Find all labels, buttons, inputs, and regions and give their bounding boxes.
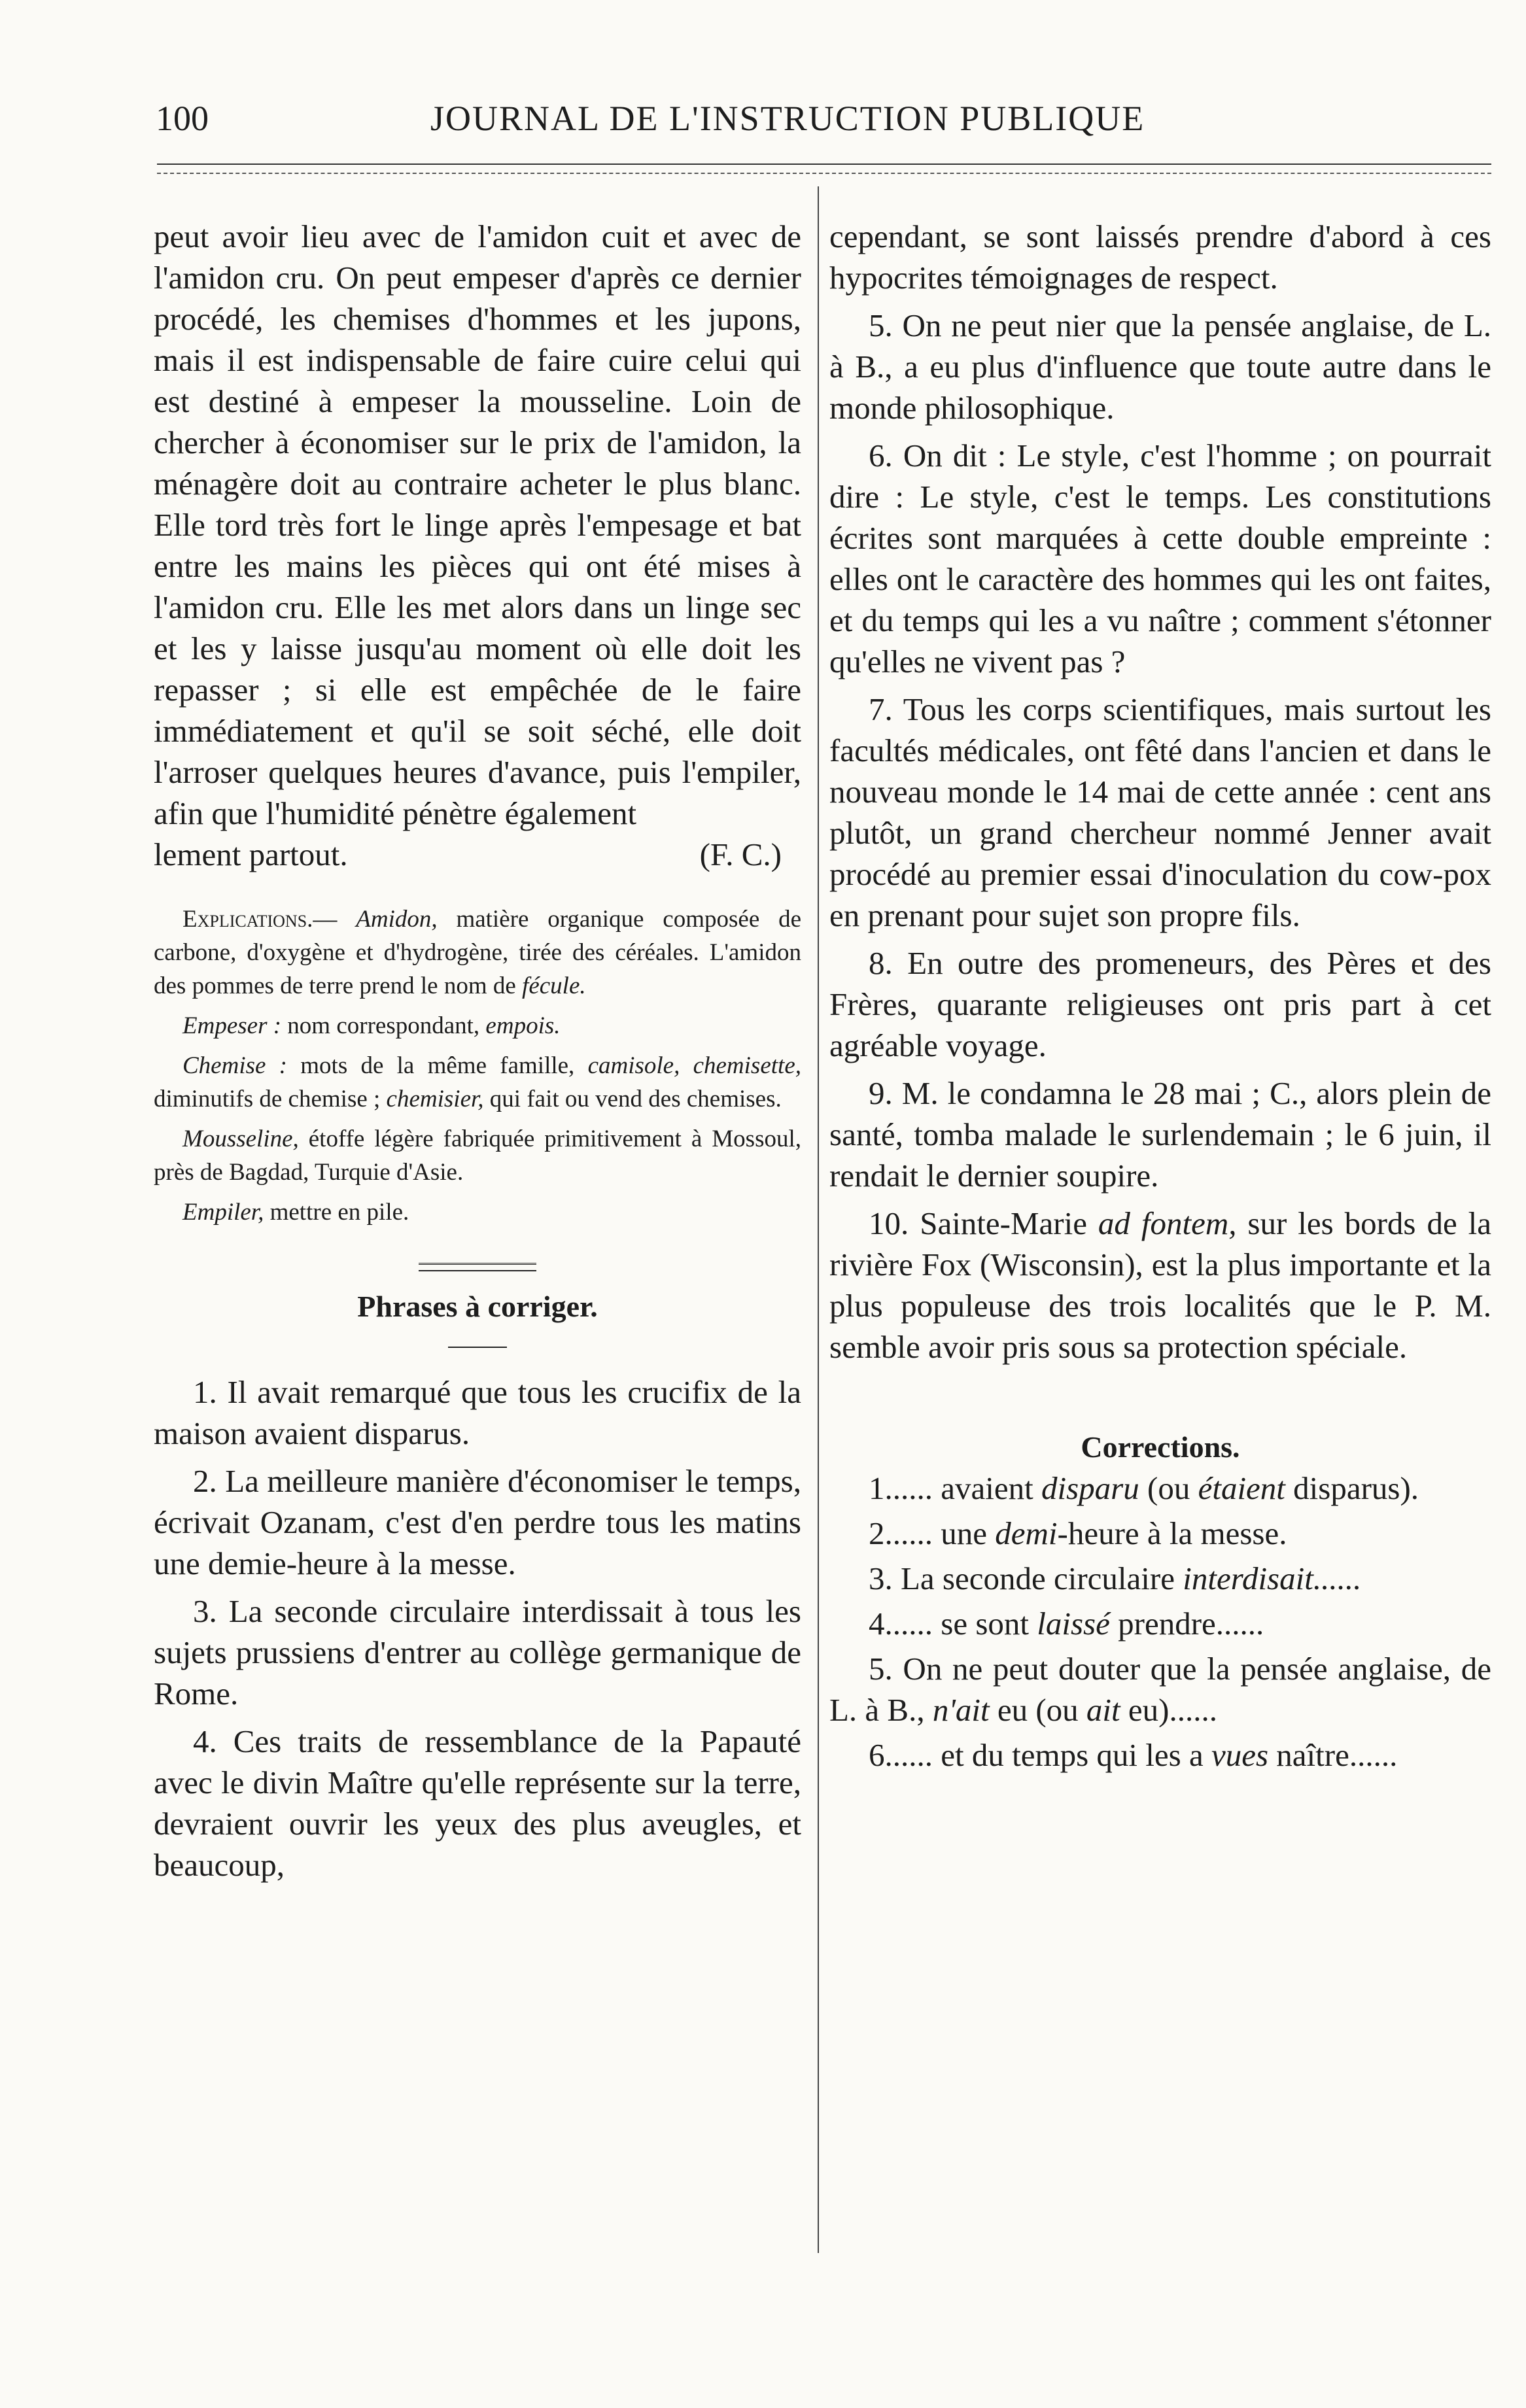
exercise-item-8: 8. En outre des promeneurs, des Pères et des Frères, quarante religieuses ont pris part à cet agréable voyage. <box>829 945 1491 1063</box>
exercise-item-2: 2. La meilleure manière d'économiser le temps, écrivait Ozanam, c'est d'en perdre tous les matins une demie-heure à la messe. <box>154 1463 801 1581</box>
c1-italic: disparu <box>1041 1470 1139 1506</box>
definition-chemise: mots de la même famille, <box>287 1052 588 1079</box>
c5-text-2: eu (ou <box>989 1692 1086 1728</box>
item-10-text-b: sur les bords de la rivière Fox (Wisconsin), est la plus importante et la plus populeuse des trois localités que le P. M. semble avoir pris sous sa protection spéciale. <box>829 1205 1491 1365</box>
c1-text-2: (ou <box>1139 1470 1198 1506</box>
term-chemisier: chemisier, <box>386 1086 484 1112</box>
exercise-item-6: 6. On dit : Le style, c'est l'homme ; on pourrait dire : Le style, c'est le temps. Les constitutions écrites sont marquées à cette double empreinte : elles ont le caractère des hommes qui les ont faites, et du temps qui les a vu naître ; comment s'étonner qu'elles ne vivent pas ? <box>829 438 1491 679</box>
right-column <box>829 216 1491 1776</box>
c4-italic: laissé <box>1037 1606 1110 1642</box>
exercise-item-4-continuation: cependant, se sont laissés prendre d'abord à ces hypocrites témoignages de respect. <box>829 218 1491 296</box>
c5-italic: n'ait <box>932 1692 990 1728</box>
explanation-amidon <box>154 903 801 1003</box>
explanations-label: Explications.— <box>182 906 338 933</box>
correction-5 <box>829 1648 1491 1730</box>
intro-paragraph-end <box>154 834 801 875</box>
definition-chemise-3: qui fait ou vend des chemises. <box>483 1086 782 1112</box>
column-divider <box>818 186 819 2253</box>
exercise-item-9: 9. M. le condamna le 28 mai ; C., alors plein de santé, tomba malade le surlendemain ; le 6 juin, il rendait le dernier soupire. <box>829 1075 1491 1194</box>
c1-italic-2: étaient <box>1198 1470 1285 1506</box>
definition-chemise-2: diminutifs de chemise ; <box>154 1086 387 1112</box>
exercise-item-5: 5. On ne peut nier que la pensée anglaise, de L. à B., a eu plus d'influence que toute autre dans le monde philosophique. <box>829 307 1491 426</box>
term-chemise: Chemise : <box>182 1052 287 1079</box>
item-10-text-a: 10. Sainte-Marie <box>869 1205 1098 1241</box>
c5-text: 5. On ne peut douter que la pensée anglaise, de L. à B., <box>829 1651 1491 1728</box>
correction-4 <box>829 1603 1491 1644</box>
explanation-chemise <box>154 1049 801 1116</box>
header-rule <box>157 163 1491 165</box>
term-empiler: Empiler, <box>182 1199 264 1226</box>
corrections-list <box>829 1468 1491 1776</box>
c1-text: 1...... avaient <box>869 1470 1041 1506</box>
c3-italic: interdisait...... <box>1183 1560 1362 1596</box>
c6-text-2: naître...... <box>1268 1737 1398 1773</box>
c2-text-2: -heure à la messe. <box>1057 1515 1287 1551</box>
c2-text: 2...... une <box>869 1515 996 1551</box>
exercise-item-3: 3. La seconde circulaire interdissait à tous les sujets prussiens d'entrer au collège germanique de Rome. <box>154 1593 801 1711</box>
c3-text: 3. La seconde circulaire <box>869 1560 1183 1596</box>
exercise-item-7: 7. Tous les corps scientifiques, mais surtout les facultés médicales, ont fêté dans l'ancien et dans le nouveau monde le 14 mai de cette année : cent ans plutôt, un grand chercheur nommé Jenner avait procédé au premier essai d'inoculation du cow-pox en prenant pour sujet son propre fils. <box>829 691 1491 933</box>
item-10-latin: ad fontem, <box>1098 1205 1237 1241</box>
c2-italic: demi <box>995 1515 1058 1551</box>
c6-italic: vues <box>1211 1737 1269 1773</box>
exercise-item-10 <box>829 1203 1491 1367</box>
section-rule <box>419 1263 536 1271</box>
corrections-heading: Corrections. <box>1081 1430 1240 1464</box>
explanation-empeser <box>154 1009 801 1042</box>
left-column <box>154 216 801 1885</box>
heading-rule <box>448 1347 507 1348</box>
correction-1 <box>829 1468 1491 1509</box>
intro-paragraph: peut avoir lieu avec de l'amidon cuit et avec de l'amidon cru. On peut empeser d'après ce dernier procédé, les chemises d'hommes et les jupons, mais il est indispensable de faire cuire celui qui est destiné à empeser la mousseline. Loin de chercher à économiser sur le prix de l'amidon, la ménagère doit au contraire acheter le plus blanc. Elle tord très fort le linge après l'empesage et bat entre les mains les pièces qui ont été mises à l'amidon cru. Elle les met alors dans un linge sec et les y laisse jusqu'au moment où elle doit les repasser ; si elle est empêchée de le faire immédiatement et qu'il se soit séché, elle doit l'arroser quelques heures d'avance, puis l'empiler, afin que l'humidité pénètre également <box>154 218 801 831</box>
c1-text-3: disparus). <box>1285 1470 1419 1506</box>
c6-text: 6...... et du temps qui les a <box>869 1737 1211 1773</box>
page-header <box>156 98 1294 150</box>
term-mousseline: Mousseline, <box>182 1126 299 1152</box>
header-rule-dashed <box>157 173 1491 174</box>
definition-empeser: nom correspondant, <box>281 1012 486 1039</box>
explanation-mousseline <box>154 1122 801 1189</box>
c5-italic-2: ait <box>1086 1692 1120 1728</box>
page-number: 100 <box>156 99 209 138</box>
c4-text-2: prendre...... <box>1109 1606 1264 1642</box>
explanations <box>154 903 801 1229</box>
definition-mousseline: étoffe légère fabriquée primitivement à Mossoul, près de Bagdad, Turquie d'Asie. <box>154 1126 801 1186</box>
c4-text: 4...... se sont <box>869 1606 1037 1642</box>
author-signature: (F. C.) <box>699 836 782 872</box>
correction-3 <box>829 1558 1491 1599</box>
c5-text-3: eu)...... <box>1120 1692 1217 1728</box>
definition-empiler: mettre en pile. <box>264 1199 409 1226</box>
running-title: JOURNAL DE L'INSTRUCTION PUBLIQUE <box>430 99 1145 138</box>
term-empois: empois. <box>485 1012 561 1039</box>
correction-6 <box>829 1734 1491 1776</box>
term-camisole: camisole, chemisette, <box>587 1052 801 1079</box>
exercise-item-1: 1. Il avait remarqué que tous les crucifix de la maison avaient disparus. <box>154 1374 801 1451</box>
exercise-item-4: 4. Ces traits de ressemblance de la Papauté avec le divin Maître qu'elle représente sur la terre, devraient ouvrir les yeux des plus aveugles, et beaucoup, <box>154 1723 801 1883</box>
section-heading: Phrases à corriger. <box>357 1290 598 1323</box>
intro-last-line: lement partout. <box>154 836 348 872</box>
correction-2 <box>829 1513 1491 1554</box>
term-empeser: Empeser : <box>182 1012 282 1039</box>
term-amidon: Amidon, <box>356 906 438 933</box>
term-fecule: fécule. <box>522 972 586 999</box>
explanation-empiler <box>154 1195 801 1229</box>
definition-amidon: matière organique composée de carbone, d'oxygène et d'hydrogène, tirée des céréales. L'amidon des pommes de terre prend le nom de <box>154 906 801 999</box>
